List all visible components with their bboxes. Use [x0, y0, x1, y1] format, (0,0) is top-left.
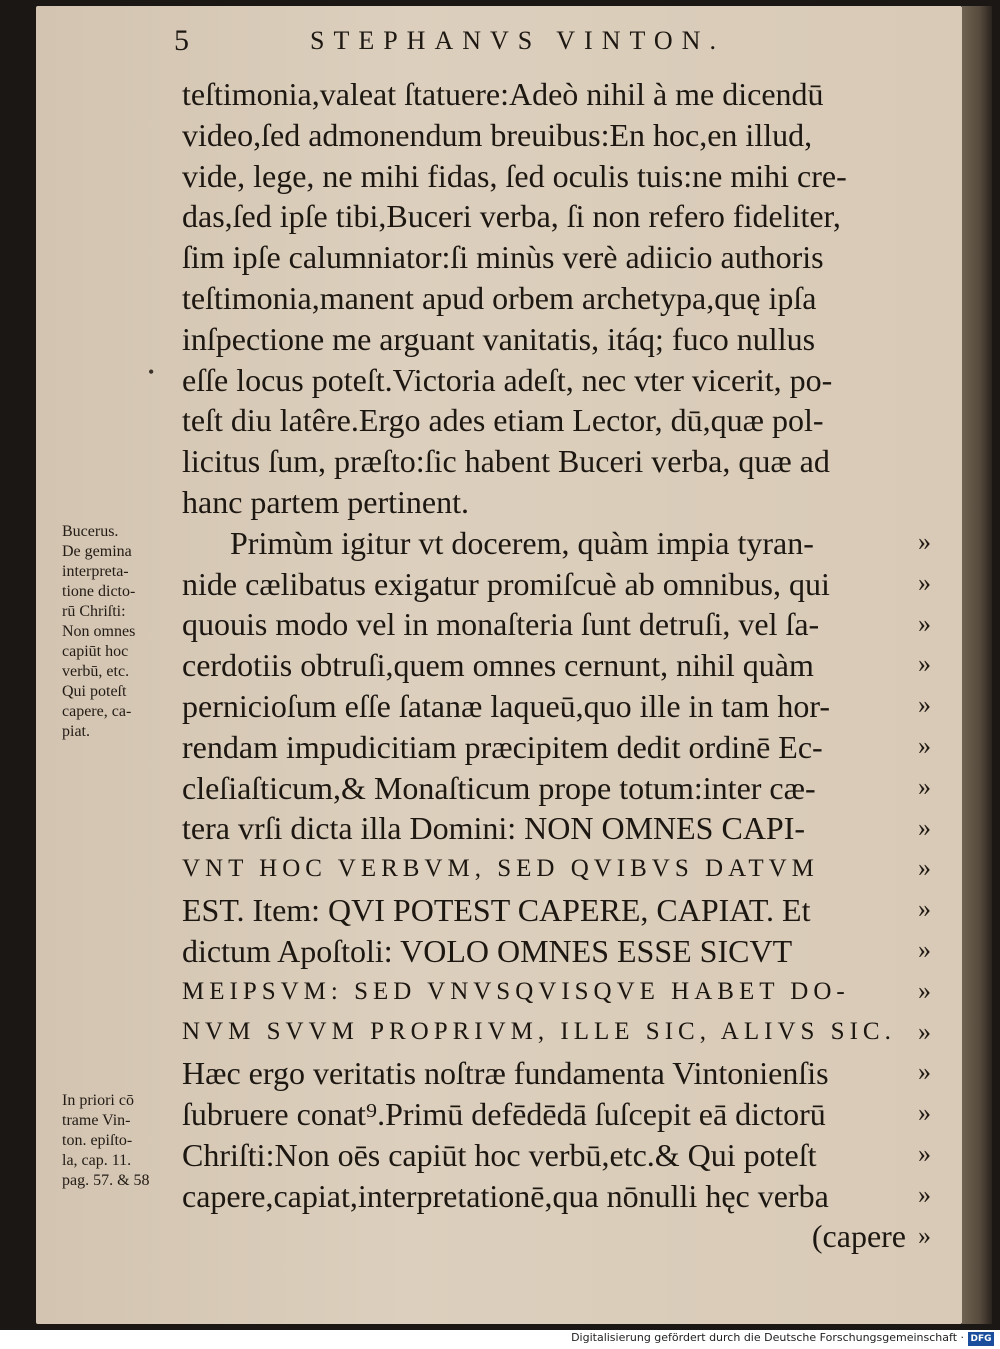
marginal-note-reference — [62, 1091, 184, 1191]
marginal-line: Non omnes — [62, 623, 136, 640]
text-line: das,ſed ipſe tibi,Buceri verba, ſi non refero fideliter, — [182, 198, 841, 235]
marginal-line: verbū, etc. — [62, 663, 130, 680]
marginal-line: interpreta- — [62, 563, 129, 580]
text-line: hanc partem pertinent. — [182, 483, 469, 520]
quote-mark: » — [918, 730, 931, 760]
text-line: rendam impudicitiam præcipitem dedit ordinē Ec- — [182, 728, 823, 765]
text-line: teſtimonia,valeat ſtatuere:Adeò nihil à me dicendū — [182, 76, 824, 112]
page-number: 5 — [174, 24, 189, 57]
marginal-line: capiūt hoc — [62, 643, 129, 660]
marginal-line: pag. 57. & 58 — [62, 1172, 150, 1189]
quote-mark: » — [918, 690, 931, 720]
text-line: dictum Apoſtoli: VOLO OMNES ESSE SICVT — [182, 932, 793, 969]
page-header — [170, 22, 930, 62]
quote-mark: » — [918, 771, 931, 801]
text-line: teſtimonia,manent apud orbem archetypa,quę ipſa — [182, 279, 817, 316]
margin-dot: • — [148, 362, 155, 382]
quote-mark: » — [918, 1138, 931, 1168]
quote-mark: » — [918, 1179, 931, 1209]
text-line: eſſe locus poteſt.Victoria adeſt, nec vter vicerit, po- — [182, 361, 833, 398]
quote-mark: » — [918, 649, 931, 679]
text-line: MEIPSVM: SED VNVSQVISQVE HABET DO- — [182, 977, 850, 1005]
quote-mark: » — [918, 934, 931, 964]
text-line: cleſiaſticum,& Monaſticum prope totum:inter cæ- — [182, 769, 816, 806]
quotation-marks-column — [918, 522, 952, 1256]
quote-mark: » — [918, 527, 931, 556]
text-line: cerdotiis obtruſi,quem omnes cernunt, nihil quàm — [182, 647, 814, 684]
marginal-line: ton. epiſto- — [62, 1132, 133, 1149]
text-line: nide cælibatus exigatur promiſcuè ab omnibus, qui — [182, 565, 830, 602]
text-line: tera vrſi dicta illa Domini: NON OMNES CAPI- — [182, 810, 806, 847]
text-line: NVM SVVM PROPRIVM, ILLE SIC, ALIVS SIC. — [182, 1018, 896, 1046]
marginal-line: tione dicto- — [62, 583, 136, 600]
marginal-line: rū Chriſti: — [62, 603, 126, 620]
marginal-line: trame Vin- — [62, 1112, 131, 1129]
text-line: ſubruere conat⁹.Primū defēdēdā ſuſcepit eā dictorū — [182, 1095, 826, 1132]
text-line: pernicioſum eſſe ſatanæ laqueū,quo ille in tam hor- — [182, 687, 831, 724]
quote-mark: » — [918, 1057, 931, 1087]
quote-mark: » — [918, 975, 931, 1005]
quote-mark: » — [918, 1016, 931, 1046]
text-line: Primùm igitur vt docerem, quàm impia tyran- — [230, 524, 814, 561]
quote-mark: » — [918, 812, 931, 842]
marginal-line: Qui poteſt — [62, 683, 127, 700]
text-line: vide, lege, ne mihi fidas, ſed oculis tuis:ne mihi cre- — [182, 157, 847, 194]
quote-mark: » — [918, 608, 931, 638]
body-text — [182, 74, 910, 1257]
quote-mark: » — [918, 853, 931, 883]
quote-mark: » — [918, 1220, 931, 1250]
text-line: inſpectione me arguant vanitatis, itáq; fuco nullus — [182, 320, 816, 357]
text-line: Hæc ergo veritatis noſtræ fundamenta Vintonienſis — [182, 1055, 829, 1092]
text-line: EST. Item: QVI POTEST CAPERE, CAPIAT. Et — [182, 891, 811, 928]
text-line: licitus ſum, præſto:ſic habent Buceri verba, quæ ad — [182, 443, 830, 480]
catchword: (capere — [811, 1218, 906, 1255]
page-edge — [962, 6, 992, 1324]
digitization-credit: Digitalisierung gefördert durch die Deutsche Forschungsgemeinschaft · — [571, 1331, 964, 1344]
quote-mark: » — [918, 1098, 931, 1128]
text-line: VNT HOC VERBVM, SED QVIBVS DATVM — [182, 855, 819, 883]
running-title: STEPHANVS VINTON. — [310, 26, 725, 55]
quote-mark: » — [918, 894, 931, 924]
text-line: ſim ipſe calumniator:ſi minùs verè adiicio authoris — [182, 239, 824, 276]
marginal-line: In priori cō — [62, 1092, 134, 1109]
text-line: quouis modo vel in monaſteria ſunt detruſi, vel ſa- — [182, 606, 820, 643]
marginal-line: Bucerus. — [62, 523, 119, 540]
text-line: video,ſed admonendum breuibus:En hoc,en illud, — [182, 116, 813, 153]
marginal-note-bucerus — [62, 522, 184, 742]
marginal-line: la, cap. 11. — [62, 1152, 132, 1169]
marginal-line: De gemina — [62, 543, 132, 560]
text-line: capere,capiat,interpretationē,qua nōnulli hęc verba — [182, 1177, 829, 1214]
dfg-logo: DFG — [968, 1332, 994, 1346]
marginal-line: piat. — [62, 723, 90, 740]
marginal-line: capere, ca- — [62, 703, 132, 720]
quote-mark: » — [918, 567, 931, 597]
text-line: Chriſti:Non oēs capiūt hoc verbū,etc.& Qui poteſt — [182, 1136, 817, 1173]
text-line: teſt diu latêre.Ergo ades etiam Lector, dū,quæ pol- — [182, 402, 824, 439]
